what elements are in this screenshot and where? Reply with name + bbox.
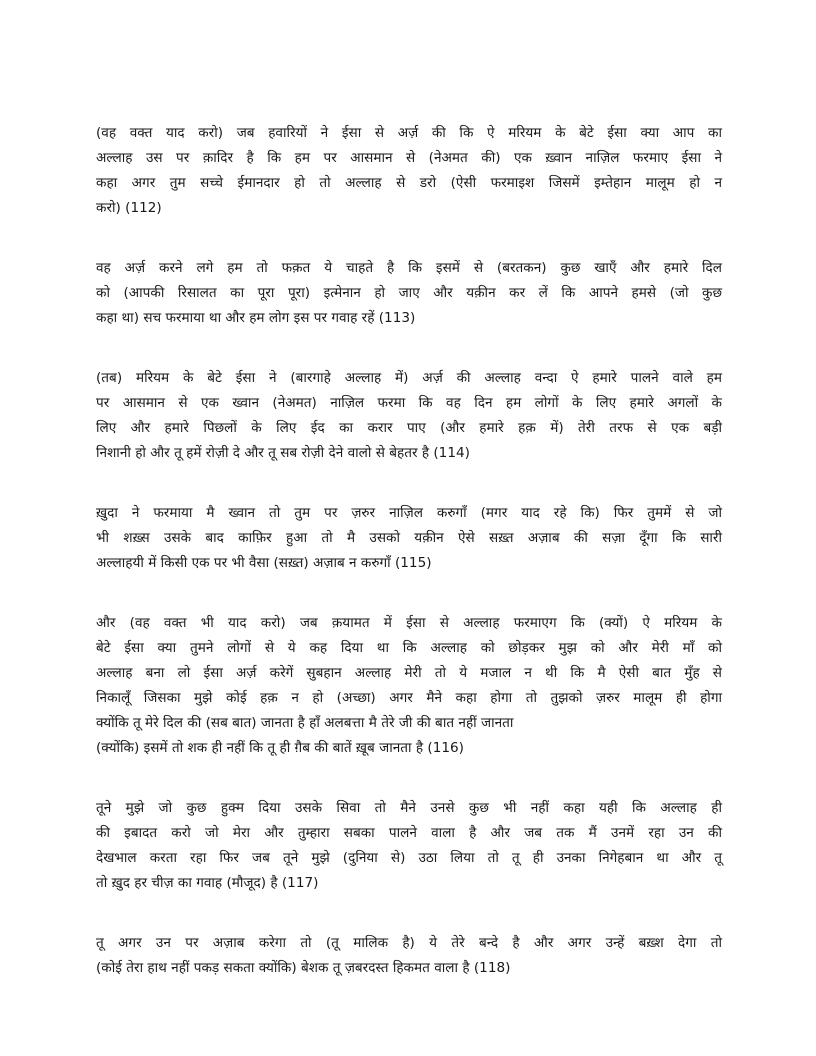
text-line: भी शख़्स उसके बाद काफ़िर हुआ तो मै उसको यक़ीन ऐसे सख़्त अज़ाब की सज़ा दूँगा कि सारी	[96, 530, 722, 546]
verse-115-paragraph	[96, 501, 722, 576]
text-line: निशानी हो और तू हमें रोज़ी दे और तू सब रोज़ी देने वालो से बेहतर है (114)	[96, 445, 470, 461]
document-body	[96, 121, 722, 1016]
text-line: निकालूँ जिसका मुझे कोई हक़ न हो (अच्छा) अगर मैने कहा होगा तो तुझको ज़रुर मालूम ही होगा	[96, 690, 722, 706]
verse-114-paragraph	[96, 366, 722, 466]
text-line: अल्लाहयी में किसी एक पर भी वैसा (सख़्त) अज़ाब न करुगाँ (115)	[96, 555, 432, 571]
text-line: करो) (112)	[96, 200, 162, 216]
verse-116-paragraph	[96, 611, 722, 761]
text-line: देखभाल करता रहा फिर जब तूने मुझे (दुनिया से) उठा लिया तो तू ही उनका निगेहबान था और तू	[96, 850, 722, 866]
text-line: (कोई तेरा हाथ नहीं पकड़ सकता क्योंकि) बेशक तू ज़बरदस्त हिकमत वाला है (118)	[96, 960, 511, 976]
verse-112-paragraph	[96, 121, 722, 221]
text-line: तो ख़ुद हर चीज़ का गवाह (मौजूद) है (117)	[96, 875, 319, 891]
text-line: (क्योंकि) इसमें तो शक ही नहीं कि तू ही ग़ैब की बातें ख़ूब जानता है (116)	[96, 740, 464, 756]
text-line: वह अर्ज़ करने लगे हम तो फक़त ये चाहते है कि इसमें से (बरतकन) कुछ खाएँ और हमारे दिल	[96, 260, 722, 276]
text-line: अल्लाह बना लो ईसा अर्ज़ करेगें सुबहान अल्लाह मेरी तो ये मजाल न थी कि मै ऐसी बात मुँह से	[96, 665, 722, 681]
text-line: लिए और हमारे पिछलों के लिए ईद का करार पाए (और हमारे हक़ में) तेरी तरफ से एक बड़ी	[96, 420, 722, 436]
text-line: कहा अगर तुम सच्चे ईमानदार हो तो अल्लाह से डरो (ऐसी फरमाइश जिसमें इम्तेहान मालूम हो न	[96, 175, 722, 191]
text-line: को (आपकी रिसालत का पूरा पूरा) इत्मेनान हो जाए और यक़ीन कर लें कि आपने हमसे (जो कुछ	[96, 285, 722, 301]
text-line: तूने मुझे जो कुछ हुक्म दिया उसके सिवा तो मैने उनसे कुछ भी नहीं कहा यही कि अल्लाह ही	[96, 800, 722, 816]
text-line: अल्लाह उस पर क़ादिर है कि हम पर आसमान से (नेअमत की) एक ख़्वान नाज़िल फरमाए ईसा ने	[96, 150, 722, 166]
text-line: क्योंकि तू मेरे दिल की (सब बात) जानता है हाँ अलबत्ता मै तेरे जी की बात नहीं जानता	[96, 715, 514, 731]
verse-113-paragraph	[96, 256, 722, 331]
text-line: तू अगर उन पर अज़ाब करेगा तो (तू मालिक है) ये तेरे बन्दे है और अगर उन्हें बख़्श देगा तो	[96, 935, 722, 951]
text-line: और (वह वक्त भी याद करो) जब क़यामत में ईसा से अल्लाह फरमाएग कि (क्यों) ऐ मरियम के	[96, 615, 722, 631]
text-line: (वह वक्त याद करो) जब हवारियों ने ईसा से अर्ज़ की कि ऐ मरियम के बेटे ईसा क्या आप का	[96, 125, 722, 141]
text-line: बेटे ईसा क्या तुमने लोगों से ये कह दिया था कि अल्लाह को छोड़कर मुझ को और मेरी माँ को	[96, 640, 722, 656]
text-line: (तब) मरियम के बेटे ईसा ने (बारगाहे अल्लाह में) अर्ज़ की अल्लाह वन्दा ऐ हमारे पालने वाले हम	[96, 370, 722, 386]
text-line: कहा था) सच फरमाया था और हम लोग इस पर गवाह रहें (113)	[96, 310, 416, 326]
text-line: पर आसमान से एक ख्वान (नेअमत) नाज़िल फरमा कि वह दिन हम लोगों के लिए हमारे अगलों के	[96, 395, 722, 411]
text-line: की इबादत करो जो मेरा और तुम्हारा सबका पालने वाला है और जब तक मैं उनमें रहा उन की	[96, 825, 722, 841]
verse-117-paragraph	[96, 796, 722, 896]
text-line: ख़ुदा ने फरमाया मै ख्वान तो तुम पर ज़रुर नाज़िल करुगाँ (मगर याद रहे कि) फिर तुममें से जो	[96, 505, 722, 521]
verse-118-paragraph	[96, 931, 722, 981]
